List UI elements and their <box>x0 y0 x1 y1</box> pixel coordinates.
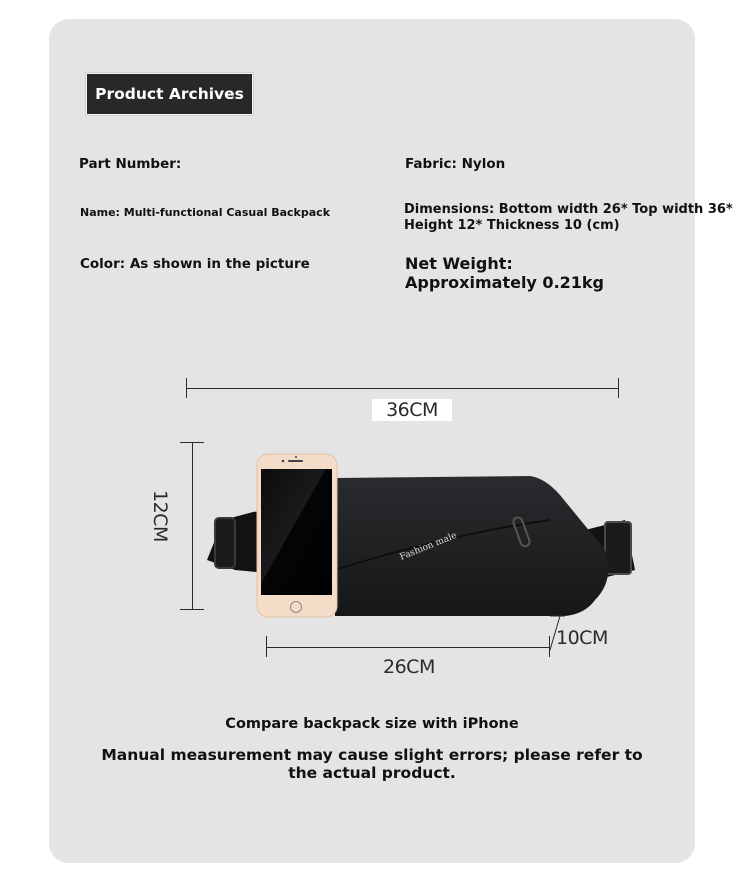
bag-print-text: Fashion male <box>398 530 459 563</box>
net-weight-label: Net Weight: <box>405 254 513 273</box>
color-spec: Color: As shown in the picture <box>80 256 310 272</box>
dimensions-spec-line1: Dimensions: Bottom width 26* Top width 36* <box>404 202 733 217</box>
bottom-width-label: 26CM <box>383 656 435 678</box>
compare-caption: Compare backpack size with iPhone <box>225 716 519 732</box>
product-name: Name: Multi-functional Casual Backpack <box>80 206 331 219</box>
part-number-label: Part Number: <box>79 156 182 172</box>
waist-bag-image <box>195 440 645 625</box>
top-width-label: 36CM <box>372 399 452 421</box>
thickness-label: 10CM <box>556 627 608 649</box>
height-label: 12CM <box>149 490 171 542</box>
measurement-disclaimer: Manual measurement may cause slight errors; please refer to the actual product. <box>101 746 643 782</box>
net-weight-value: Approximately 0.21kg <box>405 273 604 292</box>
dimensions-spec-line2: Height 12* Thickness 10 (cm) <box>404 218 620 233</box>
fabric-spec: Fabric: Nylon <box>405 156 506 172</box>
product-archives-title: Product Archives <box>86 73 253 115</box>
